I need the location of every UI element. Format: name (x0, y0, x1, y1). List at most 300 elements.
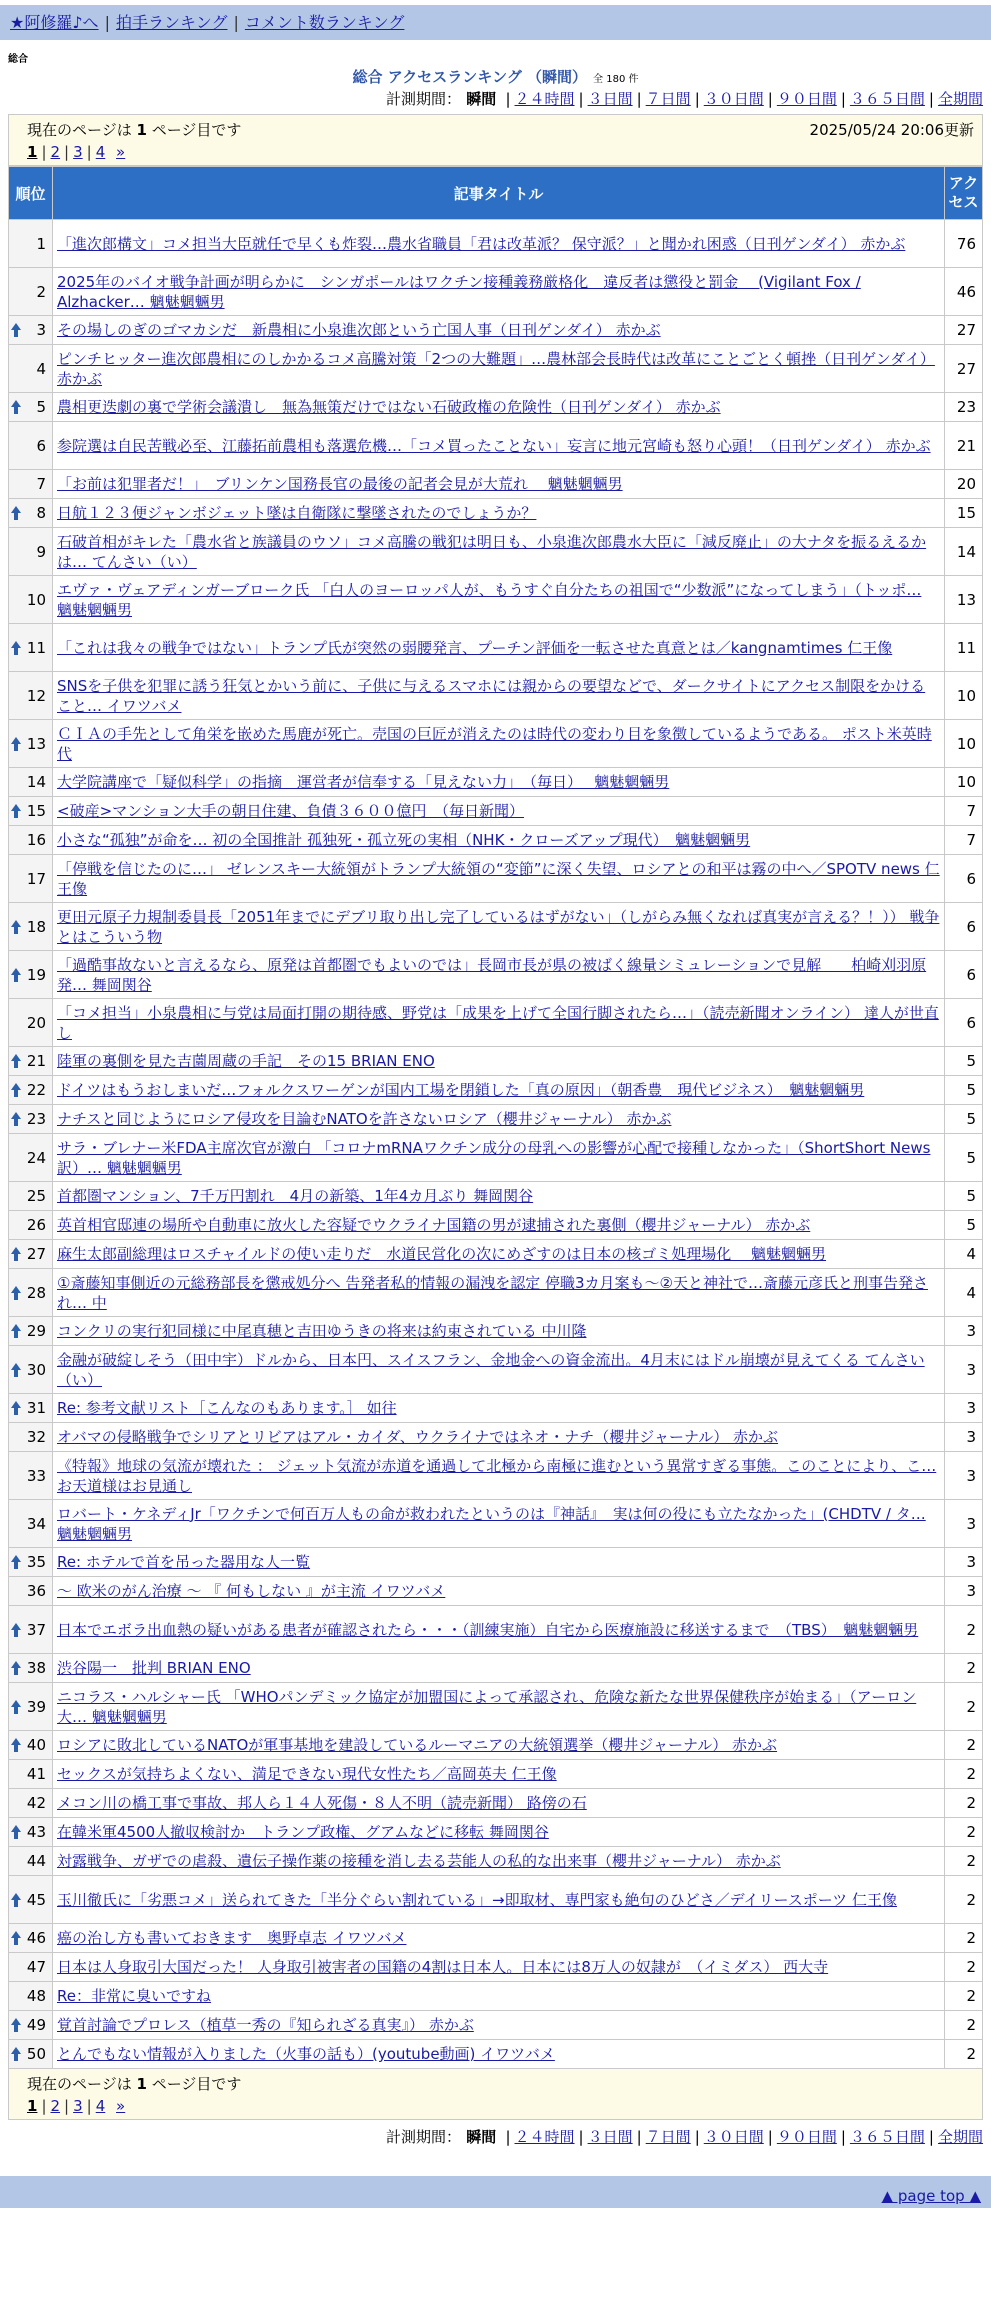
period-separator: | (767, 2128, 773, 2146)
rank-number: 15 (26, 802, 46, 820)
title-cell (53, 393, 945, 422)
pager-page-3[interactable]: 3 (73, 143, 83, 161)
table-row (9, 903, 983, 951)
rank-up-arrow-icon (11, 1363, 21, 1377)
rank-cell (9, 1452, 53, 1500)
title-cell (53, 1269, 945, 1317)
rank-up-arrow-icon (11, 1931, 21, 1945)
pager-page-2[interactable]: 2 (50, 2097, 61, 2115)
period-link-5[interactable]: ３６５日間 (849, 2128, 925, 2146)
rank-number: 9 (36, 542, 46, 561)
article-title-link[interactable]: 「お前は犯罪者だ！」 ブリンケン国務長官の最後の記者会見が大荒れ 魑魅魍魎男 (57, 475, 623, 493)
title-cell (53, 1548, 945, 1577)
title-cell (53, 1876, 945, 1924)
table-row (9, 672, 983, 720)
pagination-box-top (8, 114, 983, 166)
pager-separator: | (64, 2097, 70, 2115)
article-title-link[interactable]: Re: 参考文献リスト［こんなのもあります。］ 如往 (57, 1399, 397, 1417)
pager-separator: | (86, 2097, 92, 2115)
rank-number: 13 (26, 734, 46, 753)
access-count: 4 (945, 1269, 983, 1317)
rank-number: 38 (26, 1659, 46, 1677)
period-separator: | (840, 90, 846, 108)
table-row (9, 1134, 983, 1182)
rank-cell (9, 393, 53, 422)
rank-cell (9, 1924, 53, 1953)
table-row (9, 855, 983, 903)
rank-up-arrow-icon (11, 2018, 21, 2032)
article-title-link[interactable]: 《特報》地球の気流が壊れた ： ジェット気流が赤道を通過して北極から南極に進むという異常すぎる事態。このことにより、こ… お天道様はお見通し (57, 1456, 937, 1495)
rank-up-arrow-icon (11, 1825, 21, 1839)
rank-cell (9, 768, 53, 797)
rank-number: 39 (26, 1697, 46, 1716)
rank-cell (9, 624, 53, 672)
access-count: 6 (945, 999, 983, 1047)
rank-number: 11 (26, 638, 46, 657)
access-count: 2 (945, 1818, 983, 1847)
rank-up-arrow-icon (11, 968, 21, 982)
period-link-3[interactable]: ３０日間 (703, 2128, 764, 2146)
article-title-link[interactable]: 石破首相がキレた「農水省と族議員のウソ」コメ高騰の戦犯は明日も、小泉進次郎農水大臣に「減反廃止」の大ナタを振るえるかは… てんさい（い） (57, 532, 927, 571)
article-title-link[interactable]: ナチスと同じようにロシア侵攻を目論むNATOを許さないロシア（櫻井ジャーナル） 赤かぶ (57, 1110, 672, 1128)
access-count: 10 (945, 720, 983, 768)
rank-number: 26 (26, 1216, 46, 1234)
access-count: 4 (945, 1240, 983, 1269)
rank-number: 32 (26, 1428, 46, 1446)
article-title-link[interactable]: 日本は人身取引大国だった！ 人身取引被害者の国籍の4割は日本人。日本には8万人の奴隷が （イミダス） 西大寺 (57, 1958, 829, 1976)
period-separator: | (578, 2128, 584, 2146)
rank-cell (9, 1683, 53, 1731)
table-row (9, 2040, 983, 2069)
table-row (9, 576, 983, 624)
article-title-link[interactable]: 更田元原子力規制委員長「2051年までにデブリ取り出し完了しているはずがない」（しがらみ無くなれば真実が言える？！）） 戦争とはこういう物 (57, 907, 940, 946)
rank-up-arrow-icon (11, 400, 21, 414)
rank-cell (9, 1317, 53, 1346)
rank-number: 5 (36, 398, 46, 416)
article-title-link[interactable]: 小さな“孤独”が命を… 初の全国推計 孤独死・孤立死の実相（NHK・クローズアップ現代） 魑魅魍魎男 (57, 831, 751, 849)
title-cell (53, 797, 945, 826)
rank-number: 17 (26, 869, 46, 888)
article-title-link[interactable]: 「進次郎構文」コメ担当大臣就任で早くも炸裂…農水省職員「君は改革派？ 保守派？」と聞かれ困惑（日刊ゲンダイ） 赤かぶ (57, 234, 906, 253)
title-cell (53, 422, 945, 470)
current-page-prefix: 現在のページは (27, 2075, 132, 2093)
access-count: 2 (945, 1982, 983, 2011)
rank-up-arrow-icon (11, 1700, 21, 1714)
title-cell (53, 1452, 945, 1500)
nav-home-link[interactable]: ★阿修羅♪へ (10, 13, 99, 32)
access-count: 14 (945, 528, 983, 576)
article-title-link[interactable]: とんでもない情報が入りました（火事の話も）(youtube動画) イワツバメ (57, 2045, 555, 2063)
period-link-2[interactable]: ７日間 (645, 2128, 691, 2146)
article-title-link[interactable]: 「過酷事故ないと言えるなら、原発は首都圏でもよいのでは」長岡市長が県の被ばく線量シミュレーションで見解 柏崎刈羽原発… 舞岡関谷 (57, 955, 927, 994)
access-count: 2 (945, 1953, 983, 1982)
table-row (9, 1211, 983, 1240)
article-title-link[interactable]: 金融が破綻しそう（田中宇）ドルから、日本円、スイスフラン、金地金への資金流出。4月末にはドル崩壊が見えてくる てんさい（い） (57, 1350, 925, 1389)
period-separator: | (505, 90, 511, 108)
table-row (9, 1423, 983, 1452)
period-link-4[interactable]: ９０日間 (776, 90, 837, 108)
title-cell (53, 1847, 945, 1876)
rank-number: 10 (26, 590, 46, 609)
rank-number: 31 (26, 1399, 46, 1417)
access-count: 3 (945, 1394, 983, 1423)
rank-up-arrow-icon (11, 1324, 21, 1338)
title-cell (53, 1683, 945, 1731)
article-title-link[interactable]: ロバート・ケネディJr「ワクチンで何百万人もの命が救われたというのは『神話』 実は何の役にも立たなかった」(CHDTV / タ… 魑魅魍魎男 (57, 1504, 926, 1543)
rank-number: 30 (26, 1360, 46, 1379)
article-title-link[interactable]: 対露戦争、ガザでの虐殺、遺伝子操作薬の接種を消し去る芸能人の私的な出来事（櫻井ジャーナル） 赤かぶ (57, 1852, 781, 1870)
article-title-link[interactable]: ～ 欧米のがん治療 ～ 『 何もしない 』が主流 イワツバメ (57, 1582, 446, 1600)
pager-page-1[interactable]: 1 (27, 2097, 38, 2115)
article-title-link[interactable]: 覚首討論でプロレス（植草一秀の『知られざる真実』） 赤かぶ (57, 2016, 474, 2034)
rank-up-arrow-icon (11, 1286, 21, 1300)
rank-number: 49 (26, 2016, 46, 2034)
table-row (9, 624, 983, 672)
article-title-link[interactable]: メコン川の橋工事で事故、邦人ら１４人死傷・８人不明（読売新聞） 路傍の石 (57, 1794, 587, 1812)
article-title-link[interactable]: ドイツはもうおしまいだ…フォルクスワーゲンが国内工場を閉鎖した「真の原因」（朝香豊 現代ビジネス） 魑魅魍魎男 (57, 1081, 865, 1099)
access-count: 7 (945, 797, 983, 826)
article-title-link[interactable]: 麻生太郎副総理はロスチャイルドの使い走りだ 水道民営化の次にめざすのは日本の核ゴミ処理場化 魑魅魍魎男 (57, 1245, 827, 1263)
article-title-link[interactable]: ＣＩＡの手先として角栄を嵌めた馬鹿が死亡。売国の巨匠が消えたのは時代の変わり目を象徴しているようである。 ポスト米英時代 (57, 724, 932, 763)
article-title-link[interactable]: 日航１２３便ジャンボジェット墜は自衛隊に撃墜されたのでしょうか？ (57, 504, 537, 522)
rank-up-arrow-icon (11, 1247, 21, 1261)
rank-number: 4 (36, 359, 46, 378)
table-row (9, 1182, 983, 1211)
title-cell (53, 1076, 945, 1105)
rank-up-arrow-icon (11, 1555, 21, 1569)
title-cell (53, 1577, 945, 1606)
period-link-5[interactable]: ３６５日間 (849, 90, 925, 108)
title-cell (53, 768, 945, 797)
table-row (9, 797, 983, 826)
article-title-link[interactable]: Re：非常に臭いですね (57, 1987, 211, 2005)
rank-cell (9, 1953, 53, 1982)
title-cell (53, 624, 945, 672)
title-cell (53, 1606, 945, 1654)
article-title-link[interactable]: 「これは我々の戦争ではない」トランプ氏が突然の弱腰発言、プーチン評価を一転させた真意とは／kangnamtimes 仁王像 (57, 638, 893, 657)
period-current: 瞬間 (461, 90, 502, 108)
table-row (9, 422, 983, 470)
rank-number: 36 (26, 1582, 46, 1600)
title-cell (53, 1211, 945, 1240)
updated-timestamp: 2025/05/24 20:06更新 (809, 121, 974, 139)
article-title-link[interactable]: 陸軍の裏側を見た吉薗周蔵の手記 その15 BRIAN ENO (57, 1052, 435, 1070)
article-title-link[interactable]: 農相更迭劇の裏で学術会議潰し 無為無策だけではない石破政権の危険性（日刊ゲンダイ） 赤かぶ (57, 398, 721, 416)
table-row (9, 1606, 983, 1654)
pager-page-4[interactable]: 4 (95, 2097, 106, 2115)
period-current: 瞬間 (461, 2128, 502, 2146)
rank-cell (9, 345, 53, 393)
access-count: 3 (945, 1548, 983, 1577)
rank-number: 43 (26, 1823, 46, 1841)
rank-number: 28 (26, 1283, 46, 1302)
table-row (9, 345, 983, 393)
access-count: 6 (945, 903, 983, 951)
article-title-link[interactable]: エヴァ・ヴェアディンガーブローク氏 「白人のヨーロッパ人が、もうすぐ自分たちの祖国で“少数派”になってしまう」（トッポ… 魑魅魍魎男 (57, 580, 922, 619)
title-cell (53, 470, 945, 499)
rank-up-arrow-icon (11, 1083, 21, 1097)
period-selector (0, 88, 991, 110)
pager-separator: | (41, 143, 47, 161)
table-row (9, 1760, 983, 1789)
title-cell (53, 1760, 945, 1789)
current-page-suffix: ページ目です (151, 2075, 242, 2093)
rank-up-arrow-icon (11, 1112, 21, 1126)
table-row (9, 1047, 983, 1076)
rank-cell (9, 1847, 53, 1876)
table-row (9, 220, 983, 268)
title-cell (53, 951, 945, 999)
rank-number: 29 (26, 1322, 46, 1340)
rank-number: 40 (26, 1736, 46, 1754)
article-title-link[interactable]: SNSを子供を犯罪に誘う狂気とかいう前に、子供に与えるスマホには親からの要望などで、ダークサイトにアクセス制限をかけること… イワツバメ (57, 676, 926, 715)
period-label: 計測期間： (385, 2128, 461, 2146)
period-separator: | (694, 90, 700, 108)
rank-cell (9, 1760, 53, 1789)
access-count: 11 (945, 624, 983, 672)
access-count: 7 (945, 826, 983, 855)
article-title-link[interactable]: 在韓米軍4500人撤収検討か トランプ政権、グアムなどに移転 舞岡関谷 (57, 1823, 549, 1841)
page-top-link[interactable]: ▲ page top ▲ (881, 2187, 981, 2205)
rank-cell (9, 1047, 53, 1076)
table-row (9, 1683, 983, 1731)
article-title-link[interactable]: 「コメ担当」小泉農相に与党は局面打開の期待感、野党は「成果を上げて全国行脚されたら…」（読売新聞オンライン） 達人が世直し (57, 1003, 939, 1042)
title-cell (53, 1105, 945, 1134)
rank-cell (9, 499, 53, 528)
total-count: 全 180 件 (593, 74, 639, 85)
article-title-link[interactable]: オバマの侵略戦争でシリアとリビアはアル・カイダ、ウクライナではネオ・ナチ（櫻井ジャーナル） 赤かぶ (57, 1428, 779, 1446)
title-cell (53, 2011, 945, 2040)
rank-cell (9, 220, 53, 268)
article-title-link[interactable]: 「停戦を信じたのに…」 ゼレンスキー大統領がトランプ大統領の“変節”に深く失望、ロシアとの和平は霧の中へ／SPOTV news 仁王像 (57, 859, 940, 898)
table-row (9, 1269, 983, 1317)
nav-clap-ranking-link[interactable]: 拍手ランキング (115, 13, 228, 32)
rank-cell (9, 470, 53, 499)
access-count: 27 (945, 316, 983, 345)
pager-page-4[interactable]: 4 (95, 143, 106, 161)
rank-cell (9, 1134, 53, 1182)
access-count: 2 (945, 1847, 983, 1876)
rank-number: 33 (26, 1466, 46, 1485)
table-row (9, 826, 983, 855)
rank-cell (9, 720, 53, 768)
pager-page-2[interactable]: 2 (50, 143, 61, 161)
title-cell (53, 1346, 945, 1394)
table-row (9, 1847, 983, 1876)
access-count: 13 (945, 576, 983, 624)
period-link-3[interactable]: ３０日間 (703, 90, 764, 108)
rank-number: 41 (26, 1765, 46, 1783)
rank-number: 3 (36, 321, 46, 339)
nav-separator: | (233, 13, 239, 32)
table-row (9, 2011, 983, 2040)
rank-number: 14 (26, 773, 46, 791)
rank-cell (9, 826, 53, 855)
rank-up-arrow-icon (11, 737, 21, 751)
rank-up-arrow-icon (11, 323, 21, 337)
article-title-link[interactable]: ピンチヒッター進次郎農相にのしかかるコメ高騰対策「2つの大難題」…農林部会長時代は改革にことごとく頓挫（日刊ゲンダイ） 赤かぶ (57, 349, 935, 388)
period-link-2[interactable]: ７日間 (645, 90, 691, 108)
pager-page-1[interactable]: 1 (27, 143, 38, 161)
rank-number: 2 (36, 282, 46, 301)
rank-cell (9, 797, 53, 826)
access-count: 3 (945, 1500, 983, 1548)
rank-cell (9, 1500, 53, 1548)
article-title-link[interactable]: <破産>マンション大手の朝日住建、負債３６００億円 （毎日新聞） (57, 802, 524, 820)
rank-cell (9, 1182, 53, 1211)
rank-number: 7 (36, 475, 46, 493)
article-title-link[interactable]: 首都圏マンション、7千万円割れ 4月の新築、1年4カ月ぶり 舞岡関谷 (57, 1187, 534, 1205)
rank-cell (9, 2040, 53, 2069)
table-row (9, 1982, 983, 2011)
article-title-link[interactable]: 大学院講座で「疑似科学」の指摘 運営者が信奉する「見えない力」 （毎日） 魑魅魍魎男 (57, 773, 670, 791)
rank-number: 19 (26, 965, 46, 984)
title-cell (53, 999, 945, 1047)
current-page-suffix: ページ目です (151, 121, 242, 139)
article-title-link[interactable]: 英首相官邸連の場所や自動車に放火した容疑でウクライナ国籍の男が逮捕された裏側（櫻井ジャーナル） 赤かぶ (57, 1216, 811, 1234)
top-navigation (0, 5, 991, 40)
article-title-link[interactable]: ニコラス・ハルシャー氏 「WHOパンデミック協定が加盟国によって承認され、危険な新たな世界保健秩序が始まる」（アーロン大… 魑魅魍魎男 (57, 1687, 917, 1726)
period-link-4[interactable]: ９０日間 (776, 2128, 837, 2146)
rank-cell (9, 1346, 53, 1394)
category-label: 総合 (8, 54, 28, 65)
pager-separator: | (41, 2097, 47, 2115)
title-cell (53, 1423, 945, 1452)
current-page-text (27, 119, 241, 140)
article-title-link[interactable]: ①斎藤知事側近の元総務部長を懲戒処分へ 告発者私的情報の漏洩を認定 停職3カ月案も～②天と神社で…斎藤元彦氏と刑事告発され… 中 (57, 1273, 928, 1312)
title-cell (53, 1982, 945, 2011)
table-row (9, 268, 983, 316)
rank-number: 18 (26, 917, 46, 936)
article-title-link[interactable]: 玉川徹氏に「劣悪コメ」送られてきた「半分ぐらい割れている」→即取材、専門家も絶句のひどさ／デイリースポーツ 仁王像 (57, 1890, 897, 1909)
table-row (9, 1548, 983, 1577)
access-count: 2 (945, 1924, 983, 1953)
period-separator: | (578, 90, 584, 108)
rank-number: 42 (26, 1794, 46, 1812)
access-count: 15 (945, 499, 983, 528)
title-cell (53, 1924, 945, 1953)
current-page-number: 1 (136, 2075, 147, 2093)
rank-cell (9, 528, 53, 576)
access-count: 3 (945, 1452, 983, 1500)
rank-number: 24 (26, 1148, 46, 1167)
pager-page-3[interactable]: 3 (73, 2097, 83, 2115)
period-link-6[interactable]: 全期間 (937, 90, 983, 108)
period-link-6[interactable]: 全期間 (937, 2128, 983, 2146)
title-cell (53, 1789, 945, 1818)
period-link-1[interactable]: ３日間 (587, 90, 633, 108)
rank-number: 44 (26, 1852, 46, 1870)
title-cell (53, 316, 945, 345)
title-cell (53, 1317, 945, 1346)
article-title-link[interactable]: サラ・ブレナー米FDA主席次官が激白 「コロナmRNAワクチン成分の母乳への影響が心配で接種しなかった」（ShortShort News訳）… 魑魅魍魎男 (57, 1138, 931, 1177)
period-link-0[interactable]: ２４時間 (514, 90, 575, 108)
title-cell (53, 1500, 945, 1548)
title-cell (53, 268, 945, 316)
article-title-link[interactable]: セックスが気持ちよくない、満足できない現代女性たち／高岡英夫 仁王像 (57, 1765, 557, 1783)
article-title-link[interactable]: 日本でエボラ出血熱の疑いがある患者が確認されたら・・・（訓練実施）自宅から医療施設に移送するまで （TBS） 魑魅魍魎男 (57, 1620, 919, 1639)
title-cell (53, 1394, 945, 1423)
rank-number: 6 (36, 436, 46, 455)
period-selector (0, 2126, 991, 2148)
article-title-link[interactable]: 癌の治し方も書いておきます 奥野卓志 イワツバメ (57, 1929, 407, 1947)
nav-comment-ranking-link[interactable]: コメント数ランキング (244, 13, 405, 32)
rank-cell (9, 1789, 53, 1818)
current-page-prefix: 現在のページは (27, 121, 132, 139)
period-separator: | (636, 90, 642, 108)
access-count: 2 (945, 1654, 983, 1683)
article-title-link[interactable]: Re: ホテルで首を吊った器用な人一覧 (57, 1553, 311, 1571)
pager-next[interactable]: » (116, 2097, 126, 2115)
rank-cell (9, 1394, 53, 1423)
title-cell (53, 1818, 945, 1847)
period-separator: | (767, 90, 773, 108)
table-row (9, 1346, 983, 1394)
pager-separator: | (64, 143, 70, 161)
rank-number: 21 (26, 1052, 46, 1070)
table-row (9, 951, 983, 999)
article-title-link[interactable]: 参院選は自民苦戦必至、江藤拓前農相も落選危機…「コメ買ったことない」妄言に地元宮崎も怒り心頭！（日刊ゲンダイ） 赤かぶ (57, 436, 931, 455)
access-count: 3 (945, 1346, 983, 1394)
access-count: 2 (945, 1683, 983, 1731)
pagination-box-bottom (8, 2069, 983, 2120)
table-row (9, 499, 983, 528)
title-cell (53, 1047, 945, 1076)
rank-up-arrow-icon (11, 1661, 21, 1675)
access-count: 5 (945, 1134, 983, 1182)
rank-cell (9, 1876, 53, 1924)
title-cell (53, 1953, 945, 1982)
pager-next[interactable]: » (116, 143, 126, 161)
rank-cell (9, 1240, 53, 1269)
rank-up-arrow-icon (11, 1401, 21, 1415)
rank-number: 50 (26, 2045, 46, 2063)
rank-cell (9, 268, 53, 316)
access-count: 2 (945, 1760, 983, 1789)
access-count: 2 (945, 1731, 983, 1760)
rank-up-arrow-icon (11, 2047, 21, 2061)
access-count: 2 (945, 2040, 983, 2069)
table-row (9, 1240, 983, 1269)
rank-number: 47 (26, 1958, 46, 1976)
rank-up-arrow-icon (11, 506, 21, 520)
title-cell (53, 855, 945, 903)
rank-cell (9, 1818, 53, 1847)
article-title-link[interactable]: 渋谷陽一 批判 BRIAN ENO (57, 1659, 251, 1677)
table-row (9, 1394, 983, 1423)
article-title-link[interactable]: 2025年のバイオ戦争計画が明らかに シンガポールはワクチン接種義務厳格化 違反者は懲役と罰金 (Vigilant Fox / Alzhacker… 魑魅魍魎男 (57, 272, 861, 311)
rank-up-arrow-icon (11, 1054, 21, 1068)
title-cell (53, 1654, 945, 1683)
title-cell (53, 220, 945, 268)
article-title-link[interactable]: ロシアに敗北しているNATOが軍事基地を建設しているルーマニアの大統領選挙（櫻井ジャーナル） 赤かぶ (57, 1736, 778, 1754)
title-cell (53, 1182, 945, 1211)
article-title-link[interactable]: その場しのぎのゴマカシだ 新農相に小泉進次郎という亡国人事（日刊ゲンダイ） 赤かぶ (57, 321, 661, 339)
article-title-link[interactable]: コンクリの実行犯同様に中尾真穂と吉田ゆうきの将来は約束されている 中川隆 (57, 1322, 587, 1340)
ranking-heading (0, 66, 991, 88)
rank-number: 45 (26, 1890, 46, 1909)
rank-number: 34 (26, 1514, 46, 1533)
table-row (9, 1953, 983, 1982)
table-row (9, 528, 983, 576)
rank-number: 12 (26, 686, 46, 705)
period-link-0[interactable]: ２４時間 (514, 2128, 575, 2146)
pager-separator: | (86, 143, 92, 161)
rank-number: 37 (26, 1620, 46, 1639)
rank-up-arrow-icon (11, 920, 21, 934)
period-link-1[interactable]: ３日間 (587, 2128, 633, 2146)
access-count: 5 (945, 1105, 983, 1134)
